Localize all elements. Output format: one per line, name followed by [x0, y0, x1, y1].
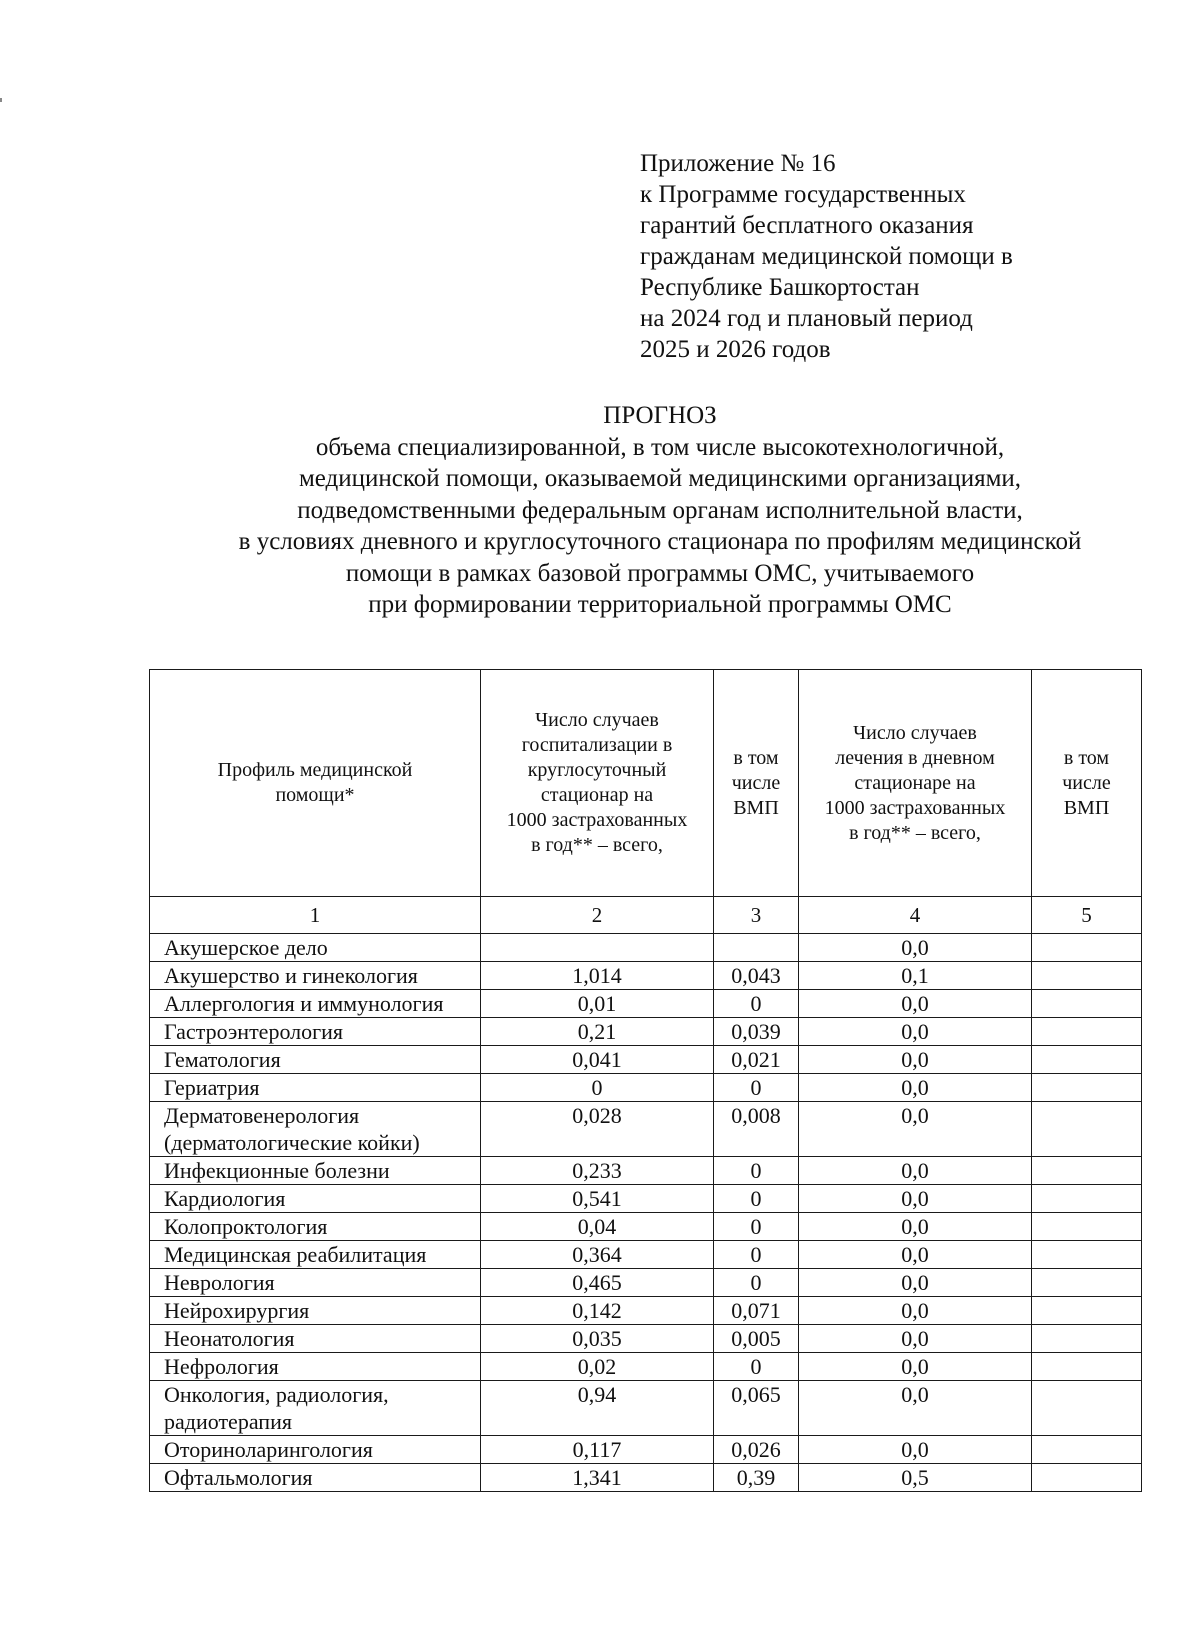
value-cell-c3: 0 — [714, 1213, 799, 1241]
profile-name-cell — [150, 962, 481, 990]
value-cell-c2: 0,541 — [481, 1185, 714, 1213]
profile-name-cell — [150, 990, 481, 1018]
title-line: в условиях дневного и круглосуточного стационара по профилям медицинской — [238, 528, 1082, 555]
profile-name-line: Оториноларингология — [164, 1437, 373, 1462]
profile-name-line: Дерматовенерология — [164, 1103, 360, 1128]
profile-name-line: Колопроктология — [164, 1214, 328, 1239]
value-cell-c3: 0,071 — [714, 1297, 799, 1325]
column-number-row — [150, 897, 1142, 934]
value-cell-c2: 0,04 — [481, 1213, 714, 1241]
header-text-line: числе — [731, 771, 781, 794]
value-cell-c5 — [1032, 962, 1142, 990]
value-cell-c2: 0,364 — [481, 1241, 714, 1269]
header-text-line: Профиль медицинской — [217, 759, 413, 781]
profile-name-line: Онкология, радиология, — [164, 1382, 389, 1407]
document-title — [40, 400, 1200, 621]
value-cell-c4: 0,0 — [799, 1046, 1032, 1074]
value-cell-c2 — [481, 934, 714, 962]
title-line: объема специализированной, в том числе высокотехнологичной, — [315, 433, 1005, 461]
value-cell-c2: 0,233 — [481, 1157, 714, 1185]
value-cell-c3 — [714, 934, 799, 962]
table-row — [150, 1157, 1142, 1185]
table-row — [150, 1269, 1142, 1297]
table-row — [150, 1325, 1142, 1353]
value-cell-c5 — [1032, 1046, 1142, 1074]
table-row — [150, 1381, 1142, 1436]
profile-name-cell — [150, 1102, 481, 1157]
value-cell-c2: 1,014 — [481, 962, 714, 990]
value-cell-c5 — [1032, 1185, 1142, 1213]
value-cell-c3: 0 — [714, 1157, 799, 1185]
header-text-line: числе — [1062, 771, 1111, 794]
value-cell-c3: 0,026 — [714, 1436, 799, 1464]
value-cell-c5 — [1032, 1353, 1142, 1381]
profile-name-line: Гематология — [164, 1047, 281, 1072]
column-number: 4 — [799, 897, 1032, 934]
profile-name-line: Акушерское дело — [164, 935, 328, 960]
table-row — [150, 1018, 1142, 1046]
profile-name-cell — [150, 934, 481, 962]
value-cell-c2: 0,035 — [481, 1325, 714, 1353]
value-cell-c2: 1,341 — [481, 1464, 714, 1492]
value-cell-c2: 0,142 — [481, 1297, 714, 1325]
column-header-hospital-cases — [481, 670, 714, 897]
profile-name-cell — [150, 1464, 481, 1492]
appendix-line: 2025 и 2026 годов — [640, 336, 831, 363]
profile-name-line: Офтальмология — [164, 1465, 313, 1490]
value-cell-c2: 0,02 — [481, 1353, 714, 1381]
column-header-profile — [150, 670, 481, 897]
value-cell-c4: 0,0 — [799, 1074, 1032, 1102]
table-row — [150, 1353, 1142, 1381]
value-cell-c5 — [1032, 1241, 1142, 1269]
header-row — [150, 670, 1142, 897]
value-cell-c3: 0,021 — [714, 1046, 799, 1074]
value-cell-c4: 0,0 — [799, 1325, 1032, 1353]
header-text-line: ВМП — [1063, 796, 1110, 819]
value-cell-c4: 0,0 — [799, 1018, 1032, 1046]
profile-name-cell — [150, 1157, 481, 1185]
header-text-line: ВМП — [733, 796, 779, 819]
header-text-line: Число случаев — [535, 709, 659, 731]
value-cell-c3: 0 — [714, 1074, 799, 1102]
header-text-line: в год** – всего, — [531, 834, 663, 856]
header-text-line: помощи* — [275, 784, 355, 806]
profile-name-line: Акушерство и гинекология — [164, 963, 418, 988]
value-cell-c3: 0 — [714, 1269, 799, 1297]
value-cell-c3: 0 — [714, 1241, 799, 1269]
value-cell-c5 — [1032, 1381, 1142, 1436]
header-text-line: в том — [1063, 746, 1110, 769]
table-row — [150, 1185, 1142, 1213]
column-header-day-cases — [799, 670, 1032, 897]
value-cell-c5 — [1032, 934, 1142, 962]
value-cell-c4: 0,0 — [799, 1185, 1032, 1213]
value-cell-c3: 0 — [714, 1353, 799, 1381]
profile-name-line: Нефрология — [164, 1354, 279, 1379]
profile-name-cell — [150, 1074, 481, 1102]
profile-name-cell — [150, 1241, 481, 1269]
value-cell-c3: 0 — [714, 1185, 799, 1213]
header-text-line: 1000 застрахованных — [506, 809, 688, 831]
profile-name-line: Нейрохирургия — [164, 1298, 310, 1323]
value-cell-c2: 0,94 — [481, 1381, 714, 1436]
value-cell-c5 — [1032, 1464, 1142, 1492]
value-cell-c2: 0,041 — [481, 1046, 714, 1074]
appendix-line: гражданам медицинской помощи в — [640, 243, 1013, 270]
value-cell-c5 — [1032, 1213, 1142, 1241]
table-row — [150, 962, 1142, 990]
value-cell-c3: 0 — [714, 990, 799, 1018]
appendix-block — [640, 148, 1160, 365]
value-cell-c3: 0,005 — [714, 1325, 799, 1353]
column-number: 1 — [150, 897, 481, 934]
value-cell-c4: 0,0 — [799, 1269, 1032, 1297]
profile-name-line: (дерматологические койки) — [164, 1130, 420, 1155]
value-cell-c2: 0,117 — [481, 1436, 714, 1464]
table-row — [150, 1046, 1142, 1074]
value-cell-c2: 0,21 — [481, 1018, 714, 1046]
value-cell-c4: 0,0 — [799, 1436, 1032, 1464]
column-number: 5 — [1032, 897, 1142, 934]
header-text-line: Число случаев — [853, 721, 977, 744]
value-cell-c3: 0,039 — [714, 1018, 799, 1046]
profile-name-line: Кардиология — [164, 1186, 286, 1211]
value-cell-c2: 0,028 — [481, 1102, 714, 1157]
appendix-line: Республике Башкортостан — [640, 274, 920, 301]
table-row — [150, 990, 1142, 1018]
table-row — [150, 1213, 1142, 1241]
value-cell-c4: 0,0 — [799, 1297, 1032, 1325]
value-cell-c5 — [1032, 1074, 1142, 1102]
value-cell-c2: 0 — [481, 1074, 714, 1102]
profile-name-cell — [150, 1046, 481, 1074]
profile-name-line: Медицинская реабилитация — [164, 1242, 427, 1267]
value-cell-c4: 0,0 — [799, 1241, 1032, 1269]
title-heading: ПРОГНОЗ — [603, 402, 717, 429]
appendix-line: гарантий бесплатного оказания — [640, 212, 974, 239]
value-cell-c4: 0,0 — [799, 1102, 1032, 1157]
header-text-line: лечения в дневном — [835, 746, 995, 769]
profile-name-cell — [150, 1269, 481, 1297]
header-text-line: стационар на — [540, 784, 654, 806]
table-row — [150, 1241, 1142, 1269]
value-cell-c4: 0,0 — [799, 1381, 1032, 1436]
header-text-line: госпитализации в — [521, 734, 673, 756]
value-cell-c2: 0,465 — [481, 1269, 714, 1297]
table-row — [150, 1102, 1142, 1157]
profile-name-cell — [150, 1297, 481, 1325]
appendix-line: к Программе государственных — [640, 181, 966, 208]
profile-name-cell — [150, 1381, 481, 1436]
table-row — [150, 1436, 1142, 1464]
header-text-line: в год** – всего, — [849, 821, 981, 844]
header-text-line: стационаре на — [854, 771, 976, 794]
value-cell-c4: 0,0 — [799, 1213, 1032, 1241]
value-cell-c5 — [1032, 1018, 1142, 1046]
profile-name-cell — [150, 1185, 481, 1213]
title-line: помощи в рамках базовой программы ОМС, учитываемого — [345, 559, 975, 587]
value-cell-c3: 0,008 — [714, 1102, 799, 1157]
profile-name-line: Неврология — [164, 1270, 275, 1295]
value-cell-c4: 0,0 — [799, 990, 1032, 1018]
profile-name-cell — [150, 1353, 481, 1381]
profile-name-cell — [150, 1213, 481, 1241]
forecast-table — [149, 669, 1142, 1492]
profile-name-cell — [150, 1436, 481, 1464]
column-header-hospital-vmp — [714, 670, 799, 897]
table-row — [150, 1464, 1142, 1492]
header-text-line: 1000 застрахованных — [824, 796, 1006, 819]
value-cell-c5 — [1032, 1102, 1142, 1157]
value-cell-c3: 0,39 — [714, 1464, 799, 1492]
profile-name-cell — [150, 1018, 481, 1046]
column-number: 2 — [481, 897, 714, 934]
profile-name-line: радиотерапия — [164, 1409, 292, 1434]
value-cell-c3: 0,065 — [714, 1381, 799, 1436]
value-cell-c2: 0,01 — [481, 990, 714, 1018]
profile-name-line: Аллергология и иммунология — [164, 991, 444, 1016]
profile-name-line: Неонатология — [164, 1326, 295, 1351]
title-line: подведомственными федеральным органам исполнительной власти, — [297, 496, 1023, 524]
appendix-line: на 2024 год и плановый период — [640, 305, 973, 332]
table-row — [150, 1297, 1142, 1325]
value-cell-c4: 0,5 — [799, 1464, 1032, 1492]
title-line: при формировании территориальной программы ОМС — [368, 591, 952, 618]
profile-name-cell — [150, 1325, 481, 1353]
profile-name-line: Гериатрия — [164, 1075, 260, 1100]
table-body — [150, 934, 1142, 1492]
value-cell-c5 — [1032, 1297, 1142, 1325]
appendix-line: Приложение № 16 — [640, 150, 836, 177]
column-number: 3 — [714, 897, 799, 934]
value-cell-c5 — [1032, 1157, 1142, 1185]
profile-name-line: Инфекционные болезни — [164, 1158, 390, 1183]
profile-name-line: Гастроэнтерология — [164, 1019, 344, 1044]
column-header-day-vmp — [1032, 670, 1142, 897]
value-cell-c4: 0,0 — [799, 1157, 1032, 1185]
value-cell-c5 — [1032, 1269, 1142, 1297]
value-cell-c4: 0,0 — [799, 934, 1032, 962]
table-row — [150, 1074, 1142, 1102]
value-cell-c5 — [1032, 990, 1142, 1018]
scan-mark — [0, 98, 2, 102]
value-cell-c5 — [1032, 1325, 1142, 1353]
header-text-line: круглосуточный — [527, 759, 667, 781]
header-text-line: в том — [733, 746, 779, 769]
table-row — [150, 934, 1142, 962]
value-cell-c5 — [1032, 1436, 1142, 1464]
value-cell-c3: 0,043 — [714, 962, 799, 990]
value-cell-c4: 0,0 — [799, 1353, 1032, 1381]
title-line: медицинской помощи, оказываемой медицинскими организациями, — [298, 465, 1022, 492]
value-cell-c4: 0,1 — [799, 962, 1032, 990]
